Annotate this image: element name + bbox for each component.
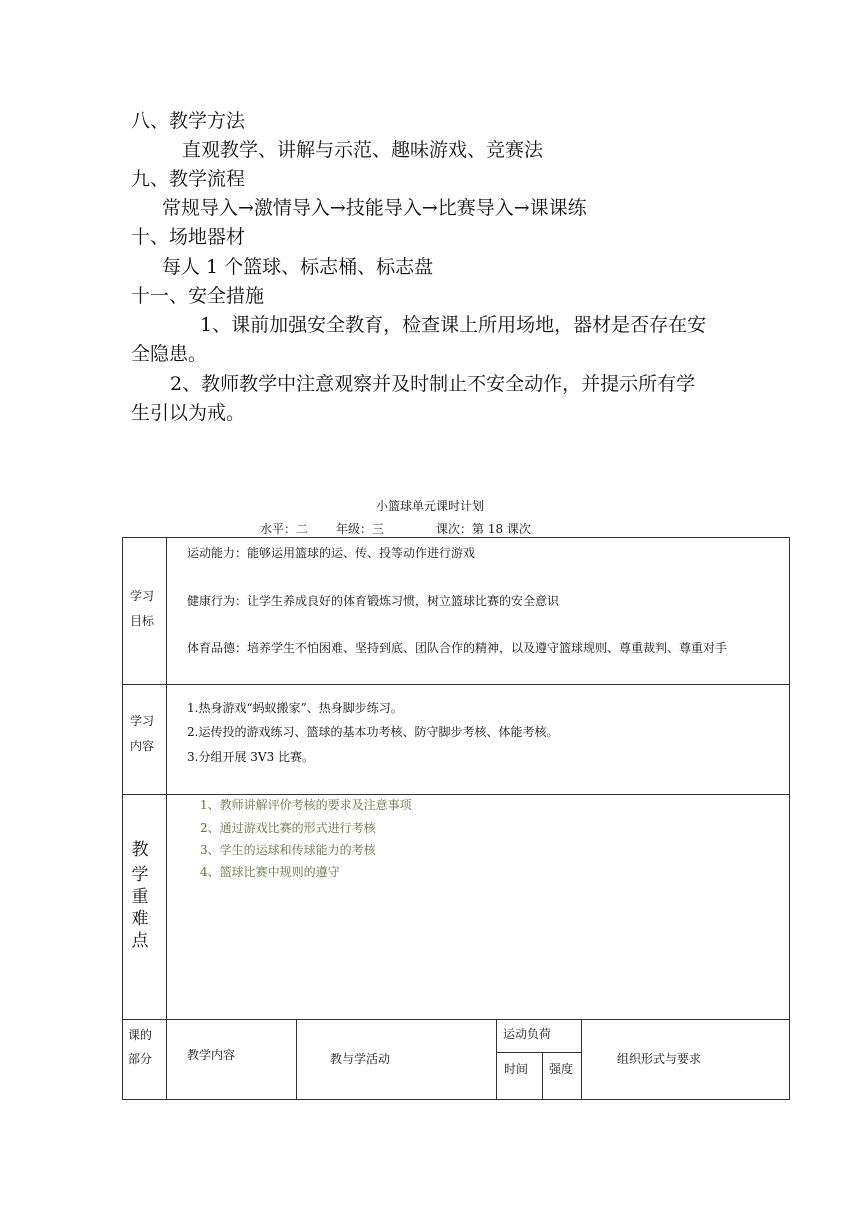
section-11-p1-line1: 1、课前加强安全教育，检查课上所用场地，器材是否存在安 <box>200 314 707 336</box>
section-9-body: 常规导入→激情导入→技能导入→比赛导入→课课练 <box>162 197 587 219</box>
goal-motor: 运动能力：能够运用篮球的运、传、投等动作进行游戏 <box>187 546 476 560</box>
header-activities: 教与学活动 <box>330 1052 391 1066</box>
plan-grade: 年级：三 <box>336 522 385 536</box>
header-part-1: 课的 <box>128 1028 153 1042</box>
content-item-3: 3.分组开展 3V3 比赛。 <box>187 750 315 764</box>
section-8-heading: 八、教学方法 <box>131 110 246 132</box>
content-label-1: 学习 <box>130 714 155 728</box>
section-11-p2-line1: 2、教师教学中注意观察并及时制止不安全动作，并提示所有学 <box>170 373 696 395</box>
section-10-body: 每人 1 个篮球、标志桶、标志盘 <box>162 256 434 278</box>
key-points-label-char-4: 难 <box>131 909 149 929</box>
content-label-2: 内容 <box>130 739 155 753</box>
key-points-label-char-3: 重 <box>131 887 149 907</box>
key-point-2: 2、通过游戏比赛的形式进行考核 <box>200 821 376 835</box>
header-teaching-content: 教学内容 <box>187 1048 236 1062</box>
plan-title: 小篮球单元课时计划 <box>375 499 484 513</box>
key-point-3: 3、学生的运球和传球能力的考核 <box>200 843 376 857</box>
key-points-label-char-5: 点 <box>131 931 149 951</box>
goals-label-1: 学习 <box>130 589 155 603</box>
goal-morality: 体育品德：培养学生不怕困难、坚持到底、团队合作的精神，以及遵守篮球规则、尊重裁判、尊重对手 <box>187 641 728 655</box>
goals-label-2: 目标 <box>130 614 155 628</box>
key-points-label-char-2: 学 <box>131 865 149 885</box>
content-item-2: 2.运传投的游戏练习、篮球的基本功考核、防守脚步考核、体能考核。 <box>187 725 559 739</box>
section-11-heading: 十一、安全措施 <box>131 285 265 307</box>
goal-health: 健康行为：让学生养成良好的体育锻炼习惯，树立篮球比赛的安全意识 <box>187 594 560 608</box>
header-organization: 组织形式与要求 <box>617 1052 702 1066</box>
plan-level: 水平：二 <box>260 522 309 536</box>
header-intensity: 强度 <box>549 1062 574 1076</box>
section-9-heading: 九、教学流程 <box>131 168 246 190</box>
section-8-body: 直观教学、讲解与示范、趣味游戏、竞赛法 <box>182 139 544 161</box>
section-11-p1-line2: 全隐患。 <box>131 343 208 365</box>
key-points-label-char-1: 教 <box>131 840 149 860</box>
header-time: 时间 <box>504 1062 529 1076</box>
section-11-p2-line2: 生引以为戒。 <box>131 402 246 424</box>
plan-lesson: 课次：第 18 课次 <box>436 522 531 536</box>
header-part-2: 部分 <box>128 1052 153 1066</box>
content-item-1: 1.热身游戏“蚂蚁搬家”、热身脚步练习。 <box>187 701 403 715</box>
key-point-1: 1、教师讲解评价考核的要求及注意事项 <box>200 798 412 812</box>
key-point-4: 4、篮球比赛中规则的遵守 <box>200 865 340 879</box>
section-10-heading: 十、场地器材 <box>131 226 246 248</box>
header-load: 运动负荷 <box>503 1027 552 1041</box>
